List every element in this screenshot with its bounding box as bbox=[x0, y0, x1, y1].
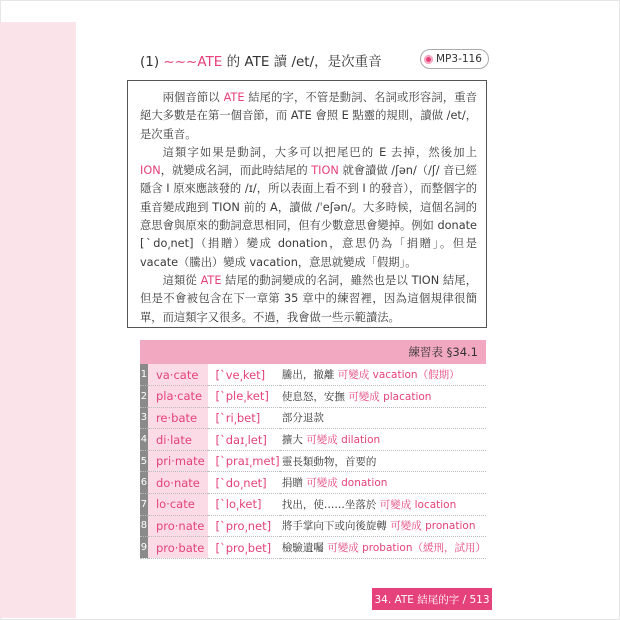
table-row bbox=[140, 515, 486, 537]
body-text: 結尾的字，不管是動詞、名詞或形容詞，重音絕大多數是在第一個音節，而 ATE 會照 E 點靈的規則，讀做 /et/，是次重音。 bbox=[140, 91, 478, 141]
practice-table bbox=[140, 364, 486, 559]
word-pronunciation: [ˋpro͵net] bbox=[215, 518, 272, 533]
body-text: 兩個音節以 bbox=[162, 91, 224, 104]
word-pronunciation: [ˋdo͵net] bbox=[215, 475, 267, 490]
section-number: (1) bbox=[140, 54, 160, 70]
highlight-term: ION bbox=[140, 164, 161, 178]
explanation-paragraph bbox=[140, 89, 477, 144]
word-pronunciation: [ˋri͵bet] bbox=[215, 410, 261, 425]
meaning-text: 使息怒，安撫 bbox=[281, 390, 349, 403]
explanation-box bbox=[127, 80, 487, 328]
practice-table-title: 練習表 §34.1 bbox=[408, 345, 478, 359]
word-syllables: do·nate bbox=[148, 472, 208, 494]
highlight-term: ATE bbox=[200, 273, 222, 287]
meaning-text: 擴大 bbox=[281, 434, 307, 447]
meaning-text: 檢驗遺囑 bbox=[281, 542, 328, 555]
body-text: 這類字如果是動詞，大多可以把尾巴的 E 去掉，然後加上 bbox=[162, 145, 477, 159]
meaning-text: 捐贈 bbox=[281, 477, 307, 490]
disc-icon bbox=[424, 55, 433, 64]
word-syllables: lo·cate bbox=[148, 494, 208, 516]
word-syllables: pri·mate bbox=[148, 450, 208, 472]
footer-page-label bbox=[372, 588, 492, 610]
derived-form: 可變成 pronation bbox=[390, 520, 476, 533]
table-row bbox=[140, 364, 486, 386]
word-meaning bbox=[280, 537, 486, 559]
meaning-text: 騰出，撤離 bbox=[281, 369, 338, 382]
table-row bbox=[140, 450, 486, 472]
word-meaning bbox=[280, 429, 486, 451]
word-pronunciation: [ˋple͵ket] bbox=[215, 389, 269, 404]
word-syllables: pla·cate bbox=[148, 386, 208, 408]
explanation-paragraph bbox=[140, 144, 477, 272]
word-meaning bbox=[280, 515, 486, 537]
row-number: 3 bbox=[140, 407, 148, 429]
meaning-text: 將手掌向下或向後旋轉 bbox=[281, 520, 391, 533]
derived-form: 可變成 probation（緩刑，試用） bbox=[327, 542, 486, 555]
mp3-badge[interactable] bbox=[420, 49, 489, 69]
word-pronunciation: [ˋlo͵ket] bbox=[215, 497, 262, 512]
section-highlight: ~~~ATE bbox=[163, 54, 223, 70]
table-row bbox=[140, 494, 486, 516]
table-row bbox=[140, 472, 486, 494]
side-band bbox=[0, 22, 76, 618]
table-row bbox=[140, 407, 486, 429]
word-meaning bbox=[280, 494, 486, 516]
highlight-term: ATE bbox=[223, 91, 245, 104]
row-number: 9 bbox=[140, 537, 148, 559]
word-pronunciation: [ˋve͵ket] bbox=[215, 367, 266, 382]
derived-form: 可變成 donation bbox=[306, 477, 388, 490]
explanation-paragraph bbox=[140, 272, 477, 327]
word-syllables: di·late bbox=[148, 429, 208, 451]
body-text: ，就變成名詞，而此時結尾的 bbox=[160, 164, 312, 178]
body-text: 就會讀做 /ʃən/（/ʃ/ 音已經隱含 I 原來應該發的 /ɪ/，所以表面上看不到 I 的發音），而整個字的重音變成跑到 TION 前的 A，讀做 /ˈeʃən/。大多時候，這個名詞的意思會與原來的動詞意思相同，但有少數意思會變掉。例如 donate [ˋdo͵net]（捐贈）變成 donation，意思仍為「捐贈」。但是 vacate（騰出）變成 vacation，意思就變成「假期」。 bbox=[140, 164, 478, 269]
word-meaning bbox=[280, 364, 486, 386]
section-title bbox=[140, 50, 382, 70]
row-number: 7 bbox=[140, 494, 148, 516]
row-number: 5 bbox=[140, 450, 148, 472]
row-number: 1 bbox=[140, 364, 148, 386]
word-meaning bbox=[280, 386, 486, 408]
meaning-text: 找出，使……坐落於 bbox=[281, 498, 380, 511]
meaning-text: 部分退款 bbox=[281, 412, 324, 425]
row-number: 8 bbox=[140, 515, 148, 537]
footer-text: 34. ATE 結尾的字 / 513 bbox=[374, 593, 490, 606]
row-number: 6 bbox=[140, 472, 148, 494]
derived-form: 可變成 placation bbox=[348, 390, 432, 403]
row-number: 4 bbox=[140, 429, 148, 451]
body-text: 這類從 bbox=[162, 273, 201, 287]
section-title-rest: 的 ATE 讀 /et/，是次重音 bbox=[222, 54, 382, 70]
highlight-term: TION bbox=[311, 164, 339, 178]
body-text: 結尾的動詞變成的名詞，雖然也是以 TION 結尾，但是不會被包含在下一章第 35 章中的練習裡，因為這個規律很簡單，而這類字又很多。不過，我會做一些示範讀法。 bbox=[140, 273, 477, 324]
practice-table-header bbox=[140, 340, 486, 364]
word-syllables: re·bate bbox=[148, 407, 208, 429]
meaning-text: 靈長類動物，首要的 bbox=[281, 455, 377, 468]
word-meaning bbox=[280, 407, 486, 429]
table-row bbox=[140, 537, 486, 559]
word-syllables: pro·bate bbox=[148, 537, 208, 559]
derived-form: 可變成 location bbox=[379, 498, 457, 511]
table-row bbox=[140, 386, 486, 408]
word-syllables: va·cate bbox=[148, 364, 208, 386]
word-syllables: pro·nate bbox=[148, 515, 208, 537]
word-pronunciation: [ˋpro͵bet] bbox=[215, 540, 272, 555]
derived-form: 可變成 dilation bbox=[306, 434, 381, 447]
word-pronunciation: [ˋdaɪ͵let] bbox=[215, 432, 267, 447]
word-meaning bbox=[280, 472, 486, 494]
row-number: 2 bbox=[140, 386, 148, 408]
table-row bbox=[140, 429, 486, 451]
mp3-label: MP3-116 bbox=[436, 53, 482, 65]
word-pronunciation: [ˋpraɪ͵met] bbox=[215, 454, 280, 469]
derived-form: 可變成 vacation（假期） bbox=[337, 369, 460, 382]
word-meaning bbox=[280, 450, 486, 472]
